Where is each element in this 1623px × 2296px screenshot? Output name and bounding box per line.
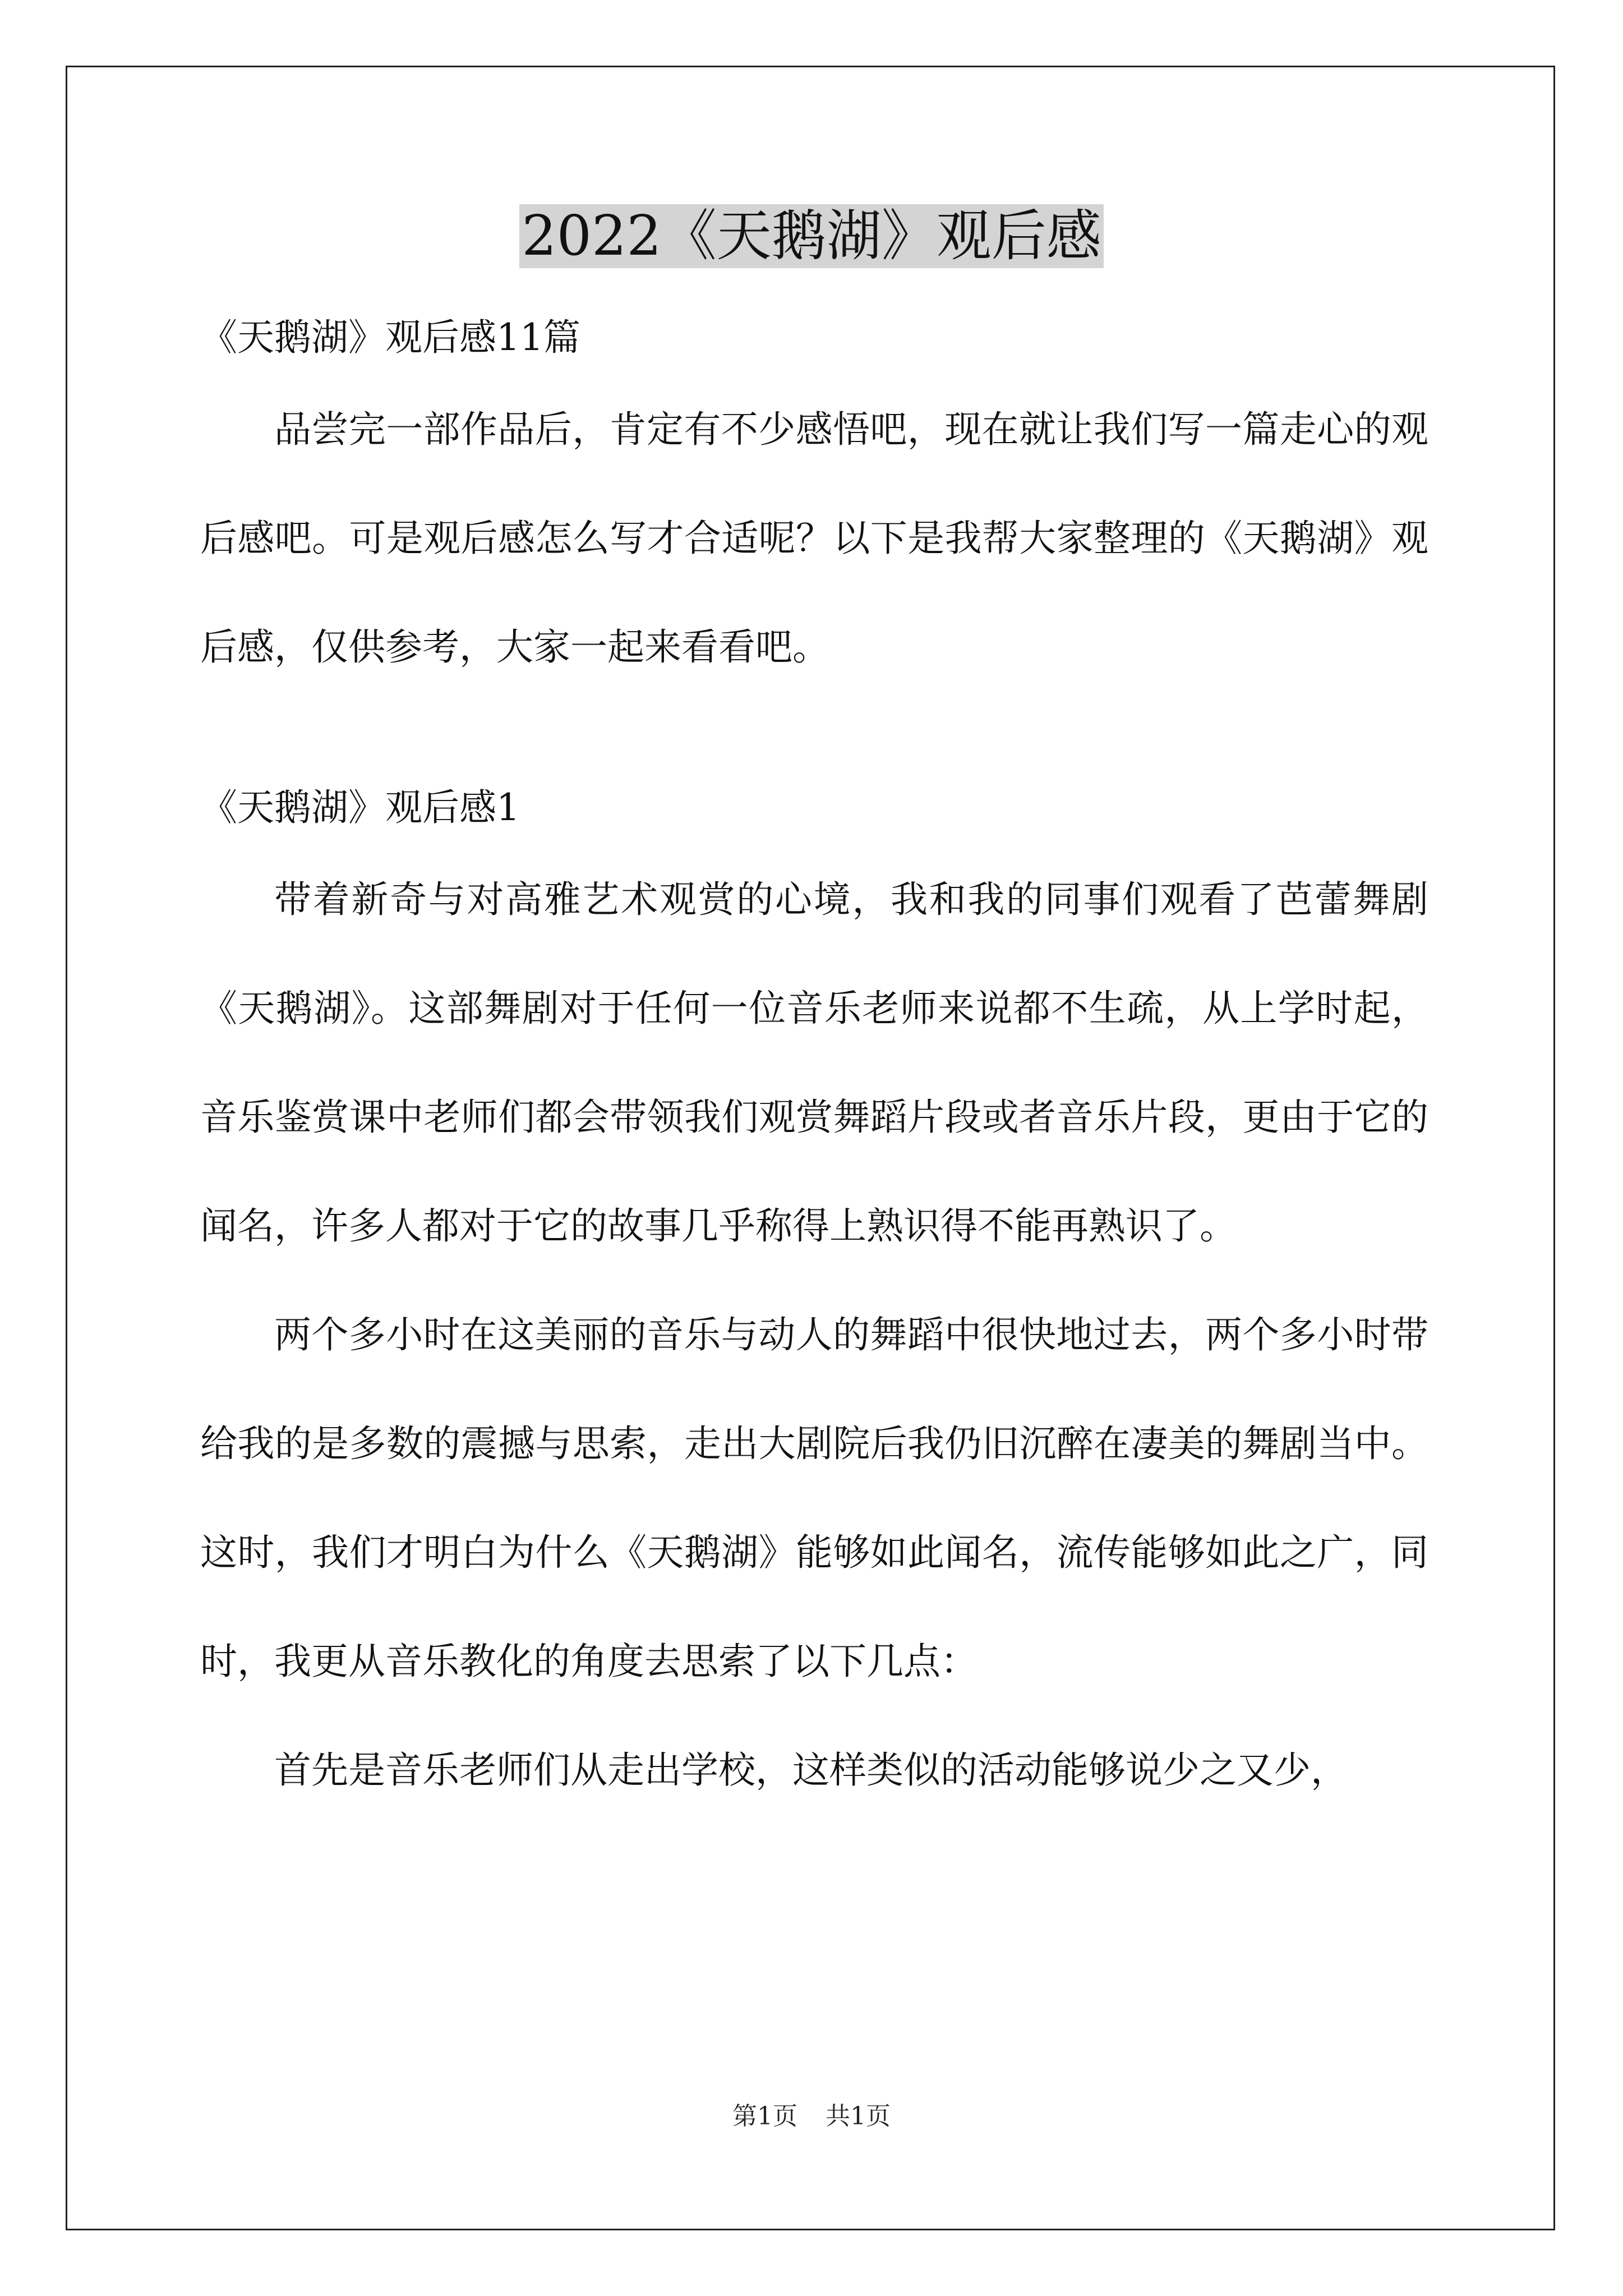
document-title-text: 2022《天鹅湖》观后感 [519,204,1103,268]
body-paragraph-1: 带着新奇与对高雅艺术观赏的心境，我和我的同事们观看了芭蕾舞剧《天鹅湖》。这部舞剧对于任何一位音乐老师来说都不生疏，从上学时起，音乐鉴赏课中老师们都会带领我们观赏舞蹈片段或者音乐片段，更由于它的闻名，许多人都对于它的故事几乎称得上熟识得不能再熟识了。 [200,878,1428,1248]
page-number: 第1页 [732,2102,797,2131]
section-heading: 《天鹅湖》观后感1 [200,786,520,829]
document-body [200,311,1428,1825]
document-subtitle: 《天鹅湖》观后感11篇 [200,316,580,359]
body-paragraph-2: 两个多小时在这美丽的音乐与动人的舞蹈中很快地过去，两个多小时带给我的是多数的震撼与思索，走出大剧院后我仍旧沉醉在凄美的舞剧当中。这时，我们才明白为什么《天鹅湖》能够如此闻名，流传能够如此之广，同时，我更从音乐教化的角度去思索了以下几点： [200,1313,1428,1683]
body-paragraph-3: 首先是音乐老师们从走出学校，这样类似的活动能够说少之又少， [274,1749,1348,1792]
document-title [0,200,1623,273]
intro-paragraph: 品尝完一部作品后，肯定有不少感悟吧，现在就让我们写一篇走心的观后感吧。可是观后感怎么写才合适呢？以下是我帮大家整理的《天鹅湖》观后感，仅供参考，大家一起来看看吧。 [200,408,1428,669]
page-total: 共1页 [826,2102,891,2131]
page-footer [0,2100,1623,2133]
